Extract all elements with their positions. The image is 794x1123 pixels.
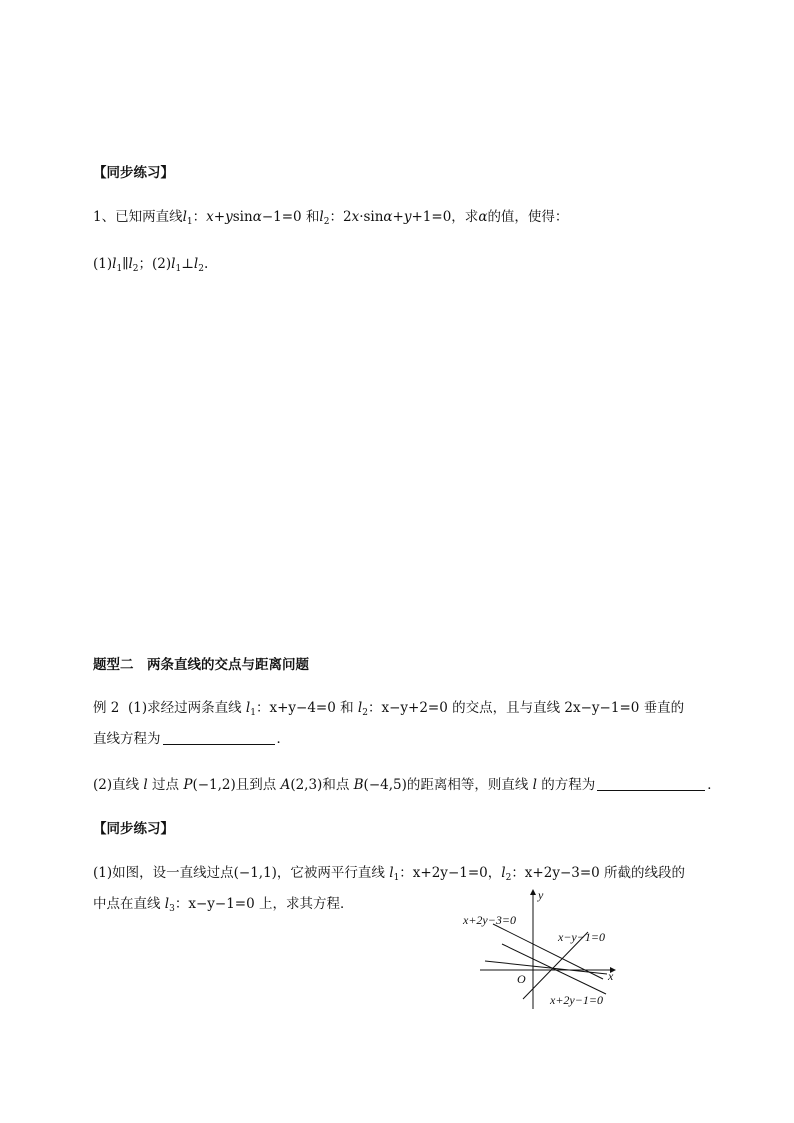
ex2-A-coord: (2,3)和点 <box>290 777 350 793</box>
q1-l2: l <box>319 209 324 225</box>
label-x2y-1: x+2y−1=0 <box>550 993 603 1007</box>
q1-l2-sub: 2 <box>323 217 330 227</box>
q2-eq2: ：x+2y−3=0 所截的线段的 <box>511 865 686 881</box>
origin-label: O <box>517 972 526 986</box>
q1-l2-plus: + <box>392 209 404 225</box>
label-x2y-3: x+2y−3=0 <box>463 913 516 927</box>
ex2-part2-l2: l <box>532 777 537 793</box>
q2-eq1: ：x+2y−1=0， <box>399 865 502 881</box>
line-through-point <box>485 961 607 974</box>
q1-part2-s1: 1 <box>175 264 182 274</box>
q1-l2-sin: ·sin <box>359 209 384 225</box>
q2-line1-a: (1)如图，设一直线过点(−1,1)，它被两平行直线 <box>93 865 385 881</box>
question-2-line-2 <box>93 894 354 919</box>
ex2-end1: ． <box>276 731 290 747</box>
ex2-P-coord: (−1,2)且到点 <box>192 777 277 793</box>
q2-line2-b: ：x−y−1=0 上，求其方程． <box>174 896 354 912</box>
line-x2y-1 <box>502 944 606 994</box>
q1-eq1-end: −1=0 和 <box>261 209 320 225</box>
ex2-end2: ． <box>707 777 721 793</box>
q1-parallel: ∥ <box>122 256 129 272</box>
q1-part2-l2: l <box>193 256 199 272</box>
ex2-l1-sub: 1 <box>250 708 256 718</box>
ex2-answer-blank-1[interactable] <box>163 731 275 745</box>
q1-l2-y: y <box>403 209 412 225</box>
q2-l3: l <box>164 896 170 912</box>
q1-l1: l <box>182 209 187 225</box>
ex2-answer-blank-2[interactable] <box>597 777 705 791</box>
q2-line2-a: 中点在直线 <box>93 896 161 912</box>
q1-l1-y: y <box>225 209 233 225</box>
q1-l1-x: x <box>206 209 214 225</box>
q1-suffix: 的值，使得： <box>487 209 569 225</box>
q1-part2-s2: 2 <box>198 264 204 274</box>
q1-end: . <box>203 256 209 272</box>
example-2-line-1 <box>93 698 684 723</box>
axis-y-label: y <box>538 888 544 902</box>
q1-plus: + <box>213 209 226 225</box>
q1-part1-l1: l <box>112 256 117 272</box>
q1-part1-s2: 2 <box>132 264 139 274</box>
axis-x-label: x <box>608 969 614 983</box>
q1-colon1: ： <box>192 209 207 225</box>
ex2-A: A <box>280 777 291 793</box>
ex2-eq1: ：x+y−4=0 和 <box>255 700 354 716</box>
q1-eq2-end: +1=0，求 <box>411 209 479 225</box>
ex2-l2-sub: 2 <box>362 708 368 718</box>
example-2-line-2 <box>93 729 290 749</box>
q1-l2-x: x <box>351 209 360 225</box>
question-1-line <box>93 207 568 232</box>
question-1-parts <box>93 254 208 279</box>
ex2-B: B <box>353 777 364 793</box>
q2-l1: l <box>389 865 394 881</box>
q1-colon2: ：2 <box>329 209 352 225</box>
y-axis-arrow <box>530 889 536 895</box>
q1-part1-label: (1) <box>93 256 113 272</box>
coordinate-figure <box>455 887 625 1017</box>
q1-part2-l1: l <box>171 256 176 272</box>
ex2-part2-b: 过点 <box>152 777 180 793</box>
ex2-part1-a: (1)求经过两条直线 <box>127 700 242 716</box>
ex2-line2: 直线方程为 <box>93 731 161 747</box>
ex2-eq2: ：x−y+2=0 的交点，且与直线 2x−y−1=0 垂直的 <box>367 700 685 716</box>
q1-alpha1: α <box>252 209 262 225</box>
q2-l3-sub: 3 <box>169 904 175 914</box>
q1-part1-s1: 1 <box>116 264 123 274</box>
q2-l2: l <box>501 865 506 881</box>
ex2-label: 例 2 <box>93 700 120 716</box>
q2-l2-sub: 2 <box>505 873 512 883</box>
ex2-B-coord: (−4,5)的距离相等，则直线 <box>363 777 529 793</box>
example-2-part-2 <box>93 775 721 795</box>
q2-l1-sub: 1 <box>393 873 400 883</box>
q1-sin: sin <box>232 209 253 225</box>
ex2-part2-l: l <box>143 777 148 793</box>
question-2-line-1 <box>93 863 685 888</box>
sync-practice-heading-2: 【同步练习】 <box>93 821 174 837</box>
ex2-l2: l <box>357 700 363 716</box>
q1-perp: ⊥ <box>181 256 194 272</box>
q1-l1-sub: 1 <box>186 217 193 227</box>
q1-sep: ；(2) <box>138 256 172 272</box>
q1-alpha2: α <box>383 209 393 225</box>
section-2-title: 题型二 两条直线的交点与距离问题 <box>93 657 309 673</box>
ex2-P: P <box>183 777 193 793</box>
label-x-y-1: x−y−1=0 <box>558 930 605 944</box>
ex2-part2-c: 的方程为 <box>541 777 596 793</box>
sync-practice-heading-1: 【同步练习】 <box>93 165 174 181</box>
q1-part1-l2: l <box>128 256 133 272</box>
ex2-l1: l <box>245 700 251 716</box>
ex2-part2-a: (2)直线 <box>93 777 140 793</box>
q1-prefix: 1、已知两直线 <box>93 209 183 225</box>
q1-alpha3: α <box>478 209 488 225</box>
